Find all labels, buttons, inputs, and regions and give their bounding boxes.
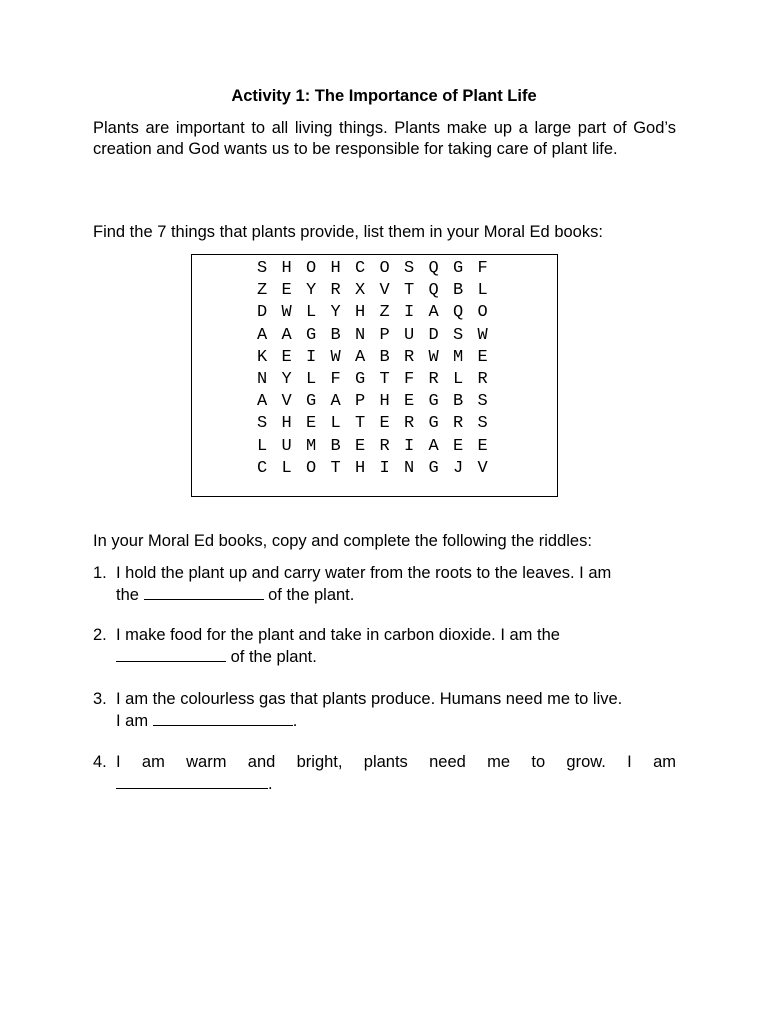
word-search-letter: Z [257,281,268,301]
word-search-letter: E [281,347,292,367]
word-search-letter: D [428,325,439,345]
riddle-text: I make food for the plant and take in carbon dioxide. I am the [116,626,560,644]
word-search-letter: E [404,392,415,412]
word-search-letter: Q [428,259,439,278]
answer-blank [144,584,264,600]
word-search-letter: H [330,259,341,278]
word-search-letter: U [281,436,292,456]
word-search-letter: R [428,369,439,389]
word-search-row [257,458,502,480]
riddle-suffix: of the plant. [268,586,355,604]
word-search-letter: W [330,347,341,367]
word-search-letter: A [428,436,439,456]
word-search-letter: L [306,303,317,323]
word-search-letter: E [477,347,488,367]
word-search-letter: Q [428,281,439,301]
word-search-letter: B [330,325,341,345]
word-search-letter: L [306,369,317,389]
word-search-letter: D [257,303,268,323]
word-search-letter: W [281,303,292,323]
word-search-letter: B [453,392,464,412]
answer-blank [116,646,226,662]
word-search-letter: G [355,369,366,389]
word-search-row [257,436,502,458]
word-search-letter: L [477,281,488,301]
riddle-number: 1. [93,564,107,582]
word-search-letter: R [330,281,341,301]
word-search-letter: T [379,369,390,389]
word-search-letter: K [257,347,268,367]
word-search-letter: M [306,436,317,456]
word-search-letter: R [477,369,488,389]
answer-blank [116,773,268,789]
word-search-letter: R [404,414,415,434]
word-search-row [257,258,502,280]
word-search-letter: O [477,303,488,323]
word-search-letter: B [379,347,390,367]
word-search-row [257,369,502,391]
word-search-letter: R [453,414,464,434]
word-search-letter: S [257,259,268,278]
word-search-letter: H [379,392,390,412]
word-search-letter: Y [330,303,341,323]
word-search-letter: O [306,458,317,478]
word-search-letter: J [453,458,464,478]
word-search-letter: S [453,325,464,345]
riddle-text: I hold the plant up and carry water from the roots to the leaves. I am [116,564,612,582]
riddle-2 [93,625,676,668]
word-search-letter: C [257,458,268,478]
word-search-row [257,302,502,324]
word-search-letter: E [306,414,317,434]
word-search-letter: S [477,414,488,434]
word-search-letter: F [404,369,415,389]
word-search-letter: E [453,436,464,456]
word-search-letter: X [355,281,366,301]
word-search-letter: G [428,458,439,478]
word-search-letter: I [379,458,390,478]
word-search-letter: T [404,281,415,301]
riddle-prefix: the [116,586,139,604]
word-search-letter: F [477,259,488,278]
word-search-letter: B [453,281,464,301]
word-search-row [257,347,502,369]
riddle-text: I am the colourless gas that plants produce. Humans need me to live. [116,690,623,708]
riddle-4 [93,752,676,795]
word-search-letter: H [281,414,292,434]
find-instruction: Find the 7 things that plants provide, list them in your Moral Ed books: [93,223,603,241]
word-search-letter: G [428,392,439,412]
answer-blank [153,710,293,726]
word-search-letter: G [428,414,439,434]
page-title: Activity 1: The Importance of Plant Life [231,87,537,105]
word-search-letter: O [379,259,390,278]
word-search-grid [257,258,502,480]
word-search-letter: L [257,436,268,456]
riddle-suffix: . [268,775,273,793]
word-search-letter: Y [281,369,292,389]
word-search-letter: C [355,259,366,278]
word-search-letter: B [330,436,341,456]
riddles-instruction: In your Moral Ed books, copy and complete the following the riddles: [93,532,592,550]
word-search-letter: R [379,436,390,456]
word-search-row [257,391,502,413]
word-search-letter: H [355,458,366,478]
word-search-letter: S [477,392,488,412]
word-search-letter: S [257,414,268,434]
word-search-letter: I [404,303,415,323]
word-search-letter: N [257,369,268,389]
word-search-letter: I [404,436,415,456]
riddle-suffix: . [292,712,298,730]
riddle-number: 3. [93,690,107,708]
word-search-letter: Y [306,281,317,301]
word-search-letter: G [306,325,317,345]
word-search-letter: O [306,259,317,278]
word-search-letter: E [477,436,488,456]
word-search-letter: L [330,414,341,434]
word-search-letter: M [453,347,464,367]
word-search-row [257,413,502,435]
word-search-letter: H [281,259,292,278]
word-search-letter: A [428,303,439,323]
word-search-letter: N [355,325,366,345]
word-search-letter: T [355,414,366,434]
word-search-letter: E [281,281,292,301]
riddle-suffix: of the plant. [230,648,317,666]
word-search-letter: W [477,325,488,345]
word-search-letter: W [428,347,439,367]
riddle-number: 4. [93,753,107,771]
riddle-1 [93,563,676,606]
word-search-letter: G [306,392,317,412]
word-search-letter: U [404,325,415,345]
word-search-letter: V [281,392,292,412]
word-search-letter: Q [453,303,464,323]
word-search-letter: R [404,347,415,367]
word-search-letter: A [257,325,268,345]
word-search-letter: N [404,458,415,478]
word-search-letter: P [355,392,366,412]
riddle-prefix: I am [116,712,149,730]
word-search-letter: F [330,369,341,389]
word-search-letter: E [379,414,390,434]
word-search-letter: V [379,281,390,301]
word-search-letter: H [355,303,366,323]
riddle-number: 2. [93,626,107,644]
riddle-text: I am warm and bright, plants need me to grow. I am [116,753,676,771]
word-search-letter: A [257,392,268,412]
word-search-row [257,280,502,302]
riddle-3 [93,689,676,732]
word-search-letter: P [379,325,390,345]
word-search-letter: A [355,347,366,367]
word-search-letter: V [477,458,488,478]
word-search-letter: Z [379,303,390,323]
word-search-row [257,325,502,347]
intro-paragraph: Plants are important to all living things. Plants make up a large part of God’s creation and God wants us to be responsible for taking care of plant life. [93,119,676,158]
word-search-letter: S [404,259,415,278]
word-search-letter: G [453,259,464,278]
word-search-letter: A [281,325,292,345]
word-search-letter: L [453,369,464,389]
word-search-letter: L [281,458,292,478]
word-search-letter: A [330,392,341,412]
word-search-letter: T [330,458,341,478]
word-search-letter: I [306,347,317,367]
word-search-letter: E [355,436,366,456]
